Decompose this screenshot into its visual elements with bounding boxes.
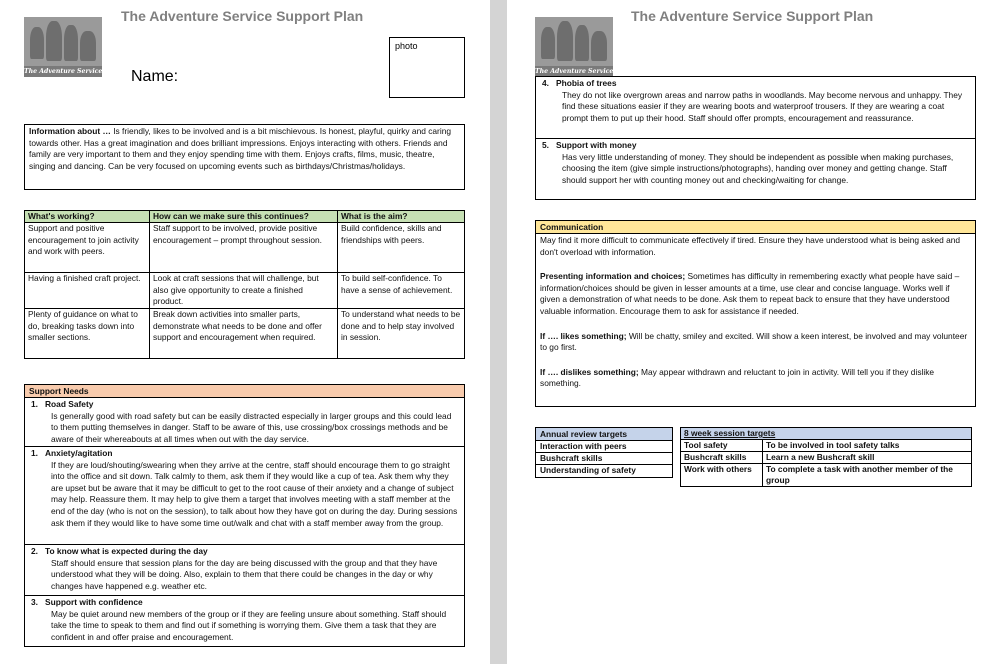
table-row — [25, 309, 465, 359]
need-text: If they are loud/shouting/swearing when they arrive at the centre, staff should encourage them to go straight into the office and sit down. Talk calmly to them, ask them if they would like a cup of tea. Ask them why they are upset but be aware that it may be difficult to get to the root cause of their anxiety and a change of subject may help. Reassure them. It may help to give them a target that involves meeting with a staff member at the end of the day (who is not on the session), to talk about how they have got on during the day. During sessions ask them if they would like to have some time out/walk and chat with a staff member away from the group. — [51, 459, 458, 528]
dislikes-label: If …. dislikes something; — [540, 366, 639, 377]
need-number: 4. — [542, 78, 549, 88]
need-title: Road Safety — [45, 399, 94, 409]
table-cell: Bushcraft skills — [681, 452, 763, 464]
working-col-header: What is the aim? — [338, 211, 465, 223]
dislikes-text: May appear withdrawn and reluctant to join in activity. Will tell you if they dislike something. — [540, 366, 935, 389]
communication-header: Communication — [536, 221, 975, 234]
page-title: The Adventure Service Support Plan — [631, 8, 874, 24]
presenting-text: Sometimes has difficulty in remembering exactly what people have said – information/choices should be given in lesser amounts at a time, use clear and concise language. Works well if given a demonstration of what needs to be done. Ask them to repeat back to ensure that they have understood valuable information. Encourage them to ask for assistance if needed. — [540, 271, 960, 316]
table-cell: To understand what needs to be done and to help stay involved in session. — [338, 309, 465, 359]
table-row — [25, 223, 465, 273]
table-row — [681, 440, 972, 452]
page-title: The Adventure Service Support Plan — [121, 8, 364, 24]
need-title: Support with money — [556, 140, 637, 150]
table-cell: Staff support to be involved, provide positive encouragement – prompt throughout session. — [150, 223, 338, 273]
need-title: To know what is expected during the day — [45, 546, 208, 556]
support-need-item — [536, 77, 975, 139]
logo-caption: The Adventure Service — [24, 68, 102, 75]
need-number: 2. — [31, 546, 38, 556]
presenting-label: Presenting information and choices; — [540, 271, 686, 282]
table-cell: Support and positive encouragement to join activity and work with peers. — [25, 223, 150, 273]
table-cell: Plenty of guidance on what to do, breaking tasks down into smaller sections. — [25, 309, 150, 359]
table-row — [681, 452, 972, 464]
annual-targets-header: Annual review targets — [536, 428, 672, 441]
annual-target-item: Bushcraft skills — [536, 453, 672, 465]
table-cell: Break down activities into smaller parts, demonstrate what needs to be done and offer support and encouragement when required. — [150, 309, 338, 359]
table-cell: To build self-confidence. To have a sense of achievement. — [338, 273, 465, 309]
info-text: Is friendly, likes to be involved and is a bit mischievous. Is honest, playful, quirky and caring towards other. Has a great imagination and does brilliant impressions. Enjoys interacting with others. Friends and family are very important to them and they enjoy spending time with them. Enjoys crafts, films, music, theatre, singing and dancing. Can be very focused on upcoming events such as birthdays/Christmas/holidays. — [29, 126, 452, 171]
table-row — [25, 273, 465, 309]
support-need-item — [25, 545, 464, 596]
support-need-item — [25, 398, 464, 447]
table-cell: Tool safety — [681, 440, 763, 452]
table-cell: Build confidence, skills and friendships with peers. — [338, 223, 465, 273]
table-cell: Having a finished craft project. — [25, 273, 150, 309]
photo-box — [389, 37, 465, 98]
table-row — [681, 464, 972, 487]
need-text: Is generally good with road safety but can be easily distracted especially in larger groups and this could lead to them putting themselves in danger. Staff to be aware of this, use crossing/box crossings methods and be aware of their whereabouts at all times when out with the day service. — [51, 410, 452, 444]
support-need-item — [25, 447, 464, 545]
name-label: Name: — [131, 68, 179, 85]
week-targets-box — [680, 427, 972, 489]
adventure-service-logo — [535, 17, 613, 77]
support-needs-header: Support Needs — [25, 385, 464, 398]
working-table — [24, 210, 465, 359]
page-1 — [0, 0, 490, 664]
week-targets-table — [680, 427, 972, 487]
table-cell: To complete a task with another member of the group — [763, 464, 972, 487]
need-title: Anxiety/agitation — [45, 448, 113, 458]
photo-label: photo — [395, 41, 418, 51]
need-number: 1. — [31, 448, 38, 458]
annual-review-targets-box — [535, 427, 673, 478]
need-text: They do not like overgrown areas and narrow paths in woodlands. May become nervous and unhappy. They find these situations easier if they are wearing boots and waterproof trousers. If they are wearing a coat prompt them to put up their hood. Staff should offer prompts, encouragement and reassurance. — [562, 89, 963, 123]
page-2 — [507, 0, 1000, 664]
information-about-box — [24, 124, 465, 190]
table-cell: Learn a new Bushcraft skill — [763, 452, 972, 464]
working-col-header: How can we make sure this continues? — [150, 211, 338, 223]
adventure-service-logo — [24, 17, 102, 77]
communication-box — [535, 220, 976, 407]
need-title: Phobia of trees — [556, 78, 617, 88]
annual-target-item: Understanding of safety — [540, 465, 636, 475]
support-need-item — [25, 596, 464, 644]
table-cell: Look at craft sessions that will challenge, but also give opportunity to create a finished product. — [150, 273, 338, 309]
annual-target-item: Interaction with peers — [536, 441, 672, 453]
need-text: Staff should ensure that session plans for the day are being discussed with the group and that they have understood what they will be doing. Also, explain to them that there could be changes in the day or why changes have happened e.g. weather etc. — [51, 557, 438, 591]
logo-caption: The Adventure Service — [535, 68, 613, 75]
need-text: May be quiet around new members of the group or if they are feeling unsure about something. Staff should take the time to speak to them and find out if something is worrying them. Give them a task that they are confident in and offer praise and encouragement. — [51, 608, 447, 642]
likes-text: Will be chatty, smiley and excited. Will show a keen interest, be involved and may volunteer to go first. — [540, 330, 968, 353]
need-text: Has very little understanding of money. They should be independent as possible when making purchases, choosing the item (give simple instructions/photographs), handing over money and getting change. Staff should support her with counting money out and checking/waiting for change. — [562, 151, 954, 185]
likes-label: If …. likes something; — [540, 330, 627, 341]
need-number: 1. — [31, 399, 38, 409]
support-needs-box — [24, 384, 465, 647]
need-number: 3. — [31, 597, 38, 607]
working-table-box — [24, 210, 465, 364]
table-cell: To be involved in tool safety talks — [763, 440, 972, 452]
working-col-header: What's working? — [25, 211, 150, 223]
communication-intro: May find it more difficult to communicate effectively if tired. Ensure they have understood what is being asked and don't overload with information. — [540, 235, 961, 257]
support-need-item — [536, 139, 975, 187]
week-targets-header: 8 week session targets — [681, 428, 972, 440]
info-label: Information about … — [29, 126, 111, 136]
table-cell: Work with others — [681, 464, 763, 487]
need-title: Support with confidence — [45, 597, 143, 607]
support-needs-continued-box — [535, 76, 976, 200]
need-number: 5. — [542, 140, 549, 150]
